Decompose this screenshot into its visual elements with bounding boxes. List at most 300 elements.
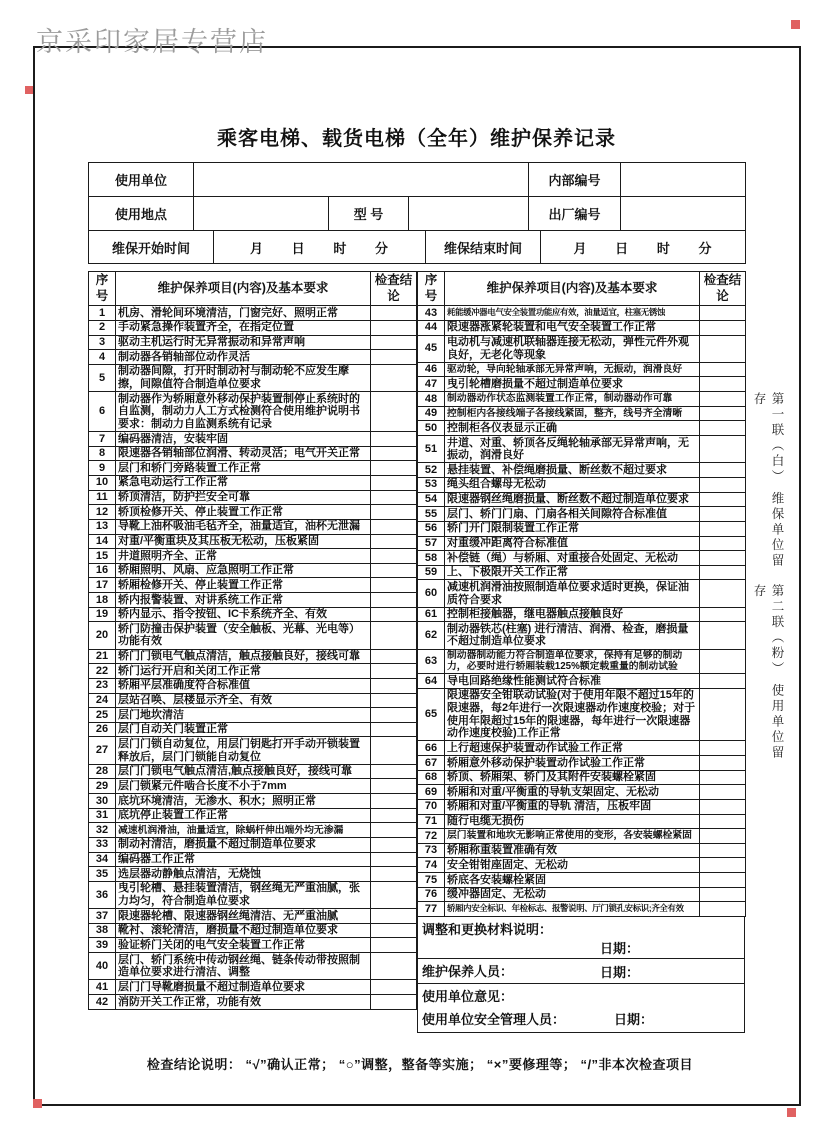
row-item-text: 曳引轮槽磨损量不超过制造单位要求 bbox=[445, 377, 700, 392]
row-item-text: 编码器清洁，安装牢固 bbox=[116, 432, 371, 447]
table-row bbox=[89, 837, 417, 852]
table-row bbox=[418, 580, 746, 607]
check-result-cell bbox=[700, 829, 746, 844]
check-result-cell bbox=[371, 938, 417, 953]
row-item-text: 层门锁紧元件啮合长度不小于7mm bbox=[116, 779, 371, 794]
use-unit-date-label: 日期： bbox=[614, 1011, 654, 1027]
row-number: 53 bbox=[418, 477, 445, 492]
checklist-left-column bbox=[88, 271, 415, 1010]
row-item-text: 手动紧急操作装置齐全，在指定位置 bbox=[116, 320, 371, 335]
row-item-text: 随行电缆无损伤 bbox=[445, 814, 700, 829]
check-result-cell bbox=[371, 909, 417, 924]
table-row bbox=[89, 678, 417, 693]
red-corner-mark bbox=[791, 20, 800, 29]
row-number: 74 bbox=[418, 858, 445, 873]
row-item-text: 轿门防撞击保护装置（安全触板、光幕、光电等）功能有效 bbox=[116, 622, 371, 649]
table-row bbox=[418, 463, 746, 478]
row-number: 36 bbox=[89, 881, 116, 908]
table-row bbox=[418, 674, 746, 689]
check-result-cell bbox=[371, 461, 417, 476]
row-number: 18 bbox=[89, 593, 116, 608]
col-header-no: 序号 bbox=[89, 272, 116, 306]
row-item-text: 轿厢平层准确度符合标准值 bbox=[116, 678, 371, 693]
row-number: 45 bbox=[418, 335, 445, 362]
row-item-text: 轿厢称重装置准确有效 bbox=[445, 843, 700, 858]
copy-note-second: 第二联（粉） 使用单位留存 bbox=[752, 584, 784, 761]
check-result-cell bbox=[371, 364, 417, 391]
table-row bbox=[89, 364, 417, 391]
row-item-text: 层门和轿门旁路装置工作正常 bbox=[116, 461, 371, 476]
table-row bbox=[418, 814, 746, 829]
check-result-cell bbox=[700, 436, 746, 463]
use-unit-label: 使用单位 bbox=[89, 163, 194, 197]
use-unit-opinion-label: 使用单位意见： bbox=[422, 988, 514, 1004]
check-result-cell bbox=[700, 674, 746, 689]
check-result-cell bbox=[700, 492, 746, 507]
row-item-text: 层门门锁电气触点清洁,触点接触良好，接线可靠 bbox=[116, 764, 371, 779]
table-row bbox=[89, 335, 417, 350]
check-result-cell bbox=[700, 688, 746, 741]
table-row bbox=[418, 785, 746, 800]
checklist-header-row bbox=[89, 272, 417, 306]
table-row bbox=[418, 521, 746, 536]
row-item-text: 缓冲器固定、无松动 bbox=[445, 887, 700, 902]
table-row bbox=[89, 664, 417, 679]
row-item-text: 层门门锁自动复位，用层门钥匙打开手动开锁装置释放后，层门门锁能自动复位 bbox=[116, 737, 371, 764]
row-number: 37 bbox=[89, 909, 116, 924]
row-number: 33 bbox=[89, 837, 116, 852]
row-item-text: 验证轿门关闭的电气安全装置工作正常 bbox=[116, 938, 371, 953]
row-item-text: 紧急电动运行工作正常 bbox=[116, 475, 371, 490]
table-row bbox=[89, 953, 417, 980]
check-result-cell bbox=[371, 980, 417, 995]
row-number: 65 bbox=[418, 688, 445, 741]
row-number: 12 bbox=[89, 505, 116, 520]
table-row bbox=[418, 306, 746, 321]
row-number: 75 bbox=[418, 873, 445, 888]
use-unit-value bbox=[194, 163, 529, 197]
row-number: 25 bbox=[89, 708, 116, 723]
row-number: 31 bbox=[89, 808, 116, 823]
factory-no-label: 出厂编号 bbox=[529, 197, 621, 231]
row-item-text: 补偿链（绳）与轿厢、对重接合处固定、无松动 bbox=[445, 551, 700, 566]
use-unit-opinion-block bbox=[417, 983, 745, 1033]
check-result-cell bbox=[700, 565, 746, 580]
row-number: 5 bbox=[89, 364, 116, 391]
table-row bbox=[89, 794, 417, 809]
table-row bbox=[418, 607, 746, 622]
check-result-cell bbox=[371, 593, 417, 608]
table-row bbox=[418, 843, 746, 858]
table-row bbox=[418, 477, 746, 492]
table-row bbox=[418, 392, 746, 407]
row-number: 17 bbox=[89, 578, 116, 593]
table-row bbox=[89, 432, 417, 447]
row-item-text: 驱动主机运行时无异常振动和异常声响 bbox=[116, 335, 371, 350]
row-item-text: 轿内报警装置、对讲系统工作正常 bbox=[116, 593, 371, 608]
table-row bbox=[89, 852, 417, 867]
table-row bbox=[418, 565, 746, 580]
row-item-text: 层门地坎清洁 bbox=[116, 708, 371, 723]
check-result-cell bbox=[700, 392, 746, 407]
row-item-text: 控制柜各仪表显示正确 bbox=[445, 421, 700, 436]
table-row bbox=[89, 446, 417, 461]
row-number: 43 bbox=[418, 306, 445, 321]
row-item-text: 靴衬、滚轮清洁，磨损量不超过制造单位要求 bbox=[116, 923, 371, 938]
check-result-cell bbox=[700, 551, 746, 566]
check-result-cell bbox=[700, 306, 746, 321]
row-number: 71 bbox=[418, 814, 445, 829]
check-result-cell bbox=[371, 432, 417, 447]
row-item-text: 层门门导靴磨损量不超过制造单位要求 bbox=[116, 980, 371, 995]
row-number: 24 bbox=[89, 693, 116, 708]
row-number: 58 bbox=[418, 551, 445, 566]
internal-no-value bbox=[621, 163, 746, 197]
row-number: 77 bbox=[418, 902, 445, 917]
table-row bbox=[89, 881, 417, 908]
row-item-text: 井道照明齐全、正常 bbox=[116, 549, 371, 564]
check-result-cell bbox=[371, 722, 417, 737]
row-item-text: 对重缓冲距离符合标准值 bbox=[445, 536, 700, 551]
checklist-table-left bbox=[88, 271, 417, 1010]
row-number: 19 bbox=[89, 607, 116, 622]
red-corner-mark bbox=[33, 1099, 42, 1108]
table-row bbox=[89, 490, 417, 505]
row-item-text: 限速器各销轴部位润滑、转动灵活；电气开关正常 bbox=[116, 446, 371, 461]
row-item-text: 制动器铁芯(柱塞) 进行清洁、润滑、检查，磨损量不超过制造单位要求 bbox=[445, 622, 700, 649]
info-table-row1 bbox=[88, 162, 746, 197]
row-item-text: 导靴上油杯吸油毛毡齐全，油量适宜，油杯无泄漏 bbox=[116, 519, 371, 534]
info-table-row3 bbox=[88, 230, 746, 264]
row-number: 62 bbox=[418, 622, 445, 649]
row-number: 52 bbox=[418, 463, 445, 478]
row-number: 68 bbox=[418, 770, 445, 785]
row-number: 76 bbox=[418, 887, 445, 902]
row-number: 50 bbox=[418, 421, 445, 436]
check-result-cell bbox=[371, 693, 417, 708]
red-corner-mark bbox=[25, 86, 33, 94]
model-value bbox=[409, 197, 529, 231]
table-row bbox=[89, 534, 417, 549]
table-row bbox=[418, 436, 746, 463]
col-header-result: 检查结论 bbox=[700, 272, 746, 306]
table-row bbox=[89, 779, 417, 794]
row-number: 30 bbox=[89, 794, 116, 809]
check-result-cell bbox=[700, 362, 746, 377]
row-number: 10 bbox=[89, 475, 116, 490]
col-header-result: 检查结论 bbox=[371, 272, 417, 306]
row-number: 23 bbox=[89, 678, 116, 693]
check-result-cell bbox=[371, 350, 417, 365]
row-number: 22 bbox=[89, 664, 116, 679]
check-result-cell bbox=[371, 622, 417, 649]
check-result-cell bbox=[371, 794, 417, 809]
row-number: 44 bbox=[418, 320, 445, 335]
row-number: 42 bbox=[89, 995, 116, 1010]
check-result-cell bbox=[371, 953, 417, 980]
check-result-cell bbox=[700, 536, 746, 551]
check-result-cell bbox=[700, 843, 746, 858]
row-number: 38 bbox=[89, 923, 116, 938]
check-result-legend: 检查结论说明： “√”确认正常； “○”调整，整备等实施； “×”要修理等； “/”非本次检查项目 bbox=[146, 1057, 694, 1072]
check-result-cell bbox=[371, 649, 417, 664]
row-item-text: 限速器钢丝绳磨损量、断丝数不超过制造单位要求 bbox=[445, 492, 700, 507]
check-result-cell bbox=[700, 320, 746, 335]
table-row bbox=[418, 362, 746, 377]
row-number: 8 bbox=[89, 446, 116, 461]
copy-note-first: 第一联（白） 维保单位留存 bbox=[752, 392, 784, 569]
table-row bbox=[89, 722, 417, 737]
row-item-text: 轿门运行开启和关闭工作正常 bbox=[116, 664, 371, 679]
check-result-cell bbox=[700, 463, 746, 478]
check-result-cell bbox=[371, 306, 417, 321]
use-unit-manager-label: 使用单位安全管理人员： bbox=[422, 1011, 566, 1027]
table-row bbox=[89, 708, 417, 723]
check-result-cell bbox=[371, 779, 417, 794]
maint-end-time-units: 月 日 时 分 bbox=[541, 231, 746, 264]
adjust-materials-block bbox=[417, 916, 745, 960]
row-number: 41 bbox=[89, 980, 116, 995]
row-number: 73 bbox=[418, 843, 445, 858]
row-number: 32 bbox=[89, 823, 116, 838]
checklist-table-right bbox=[417, 271, 746, 917]
col-header-item: 维护保养项目(内容)及基本要求 bbox=[116, 272, 371, 306]
table-row bbox=[89, 995, 417, 1010]
check-result-cell bbox=[700, 756, 746, 771]
row-item-text: 制动器各销轴部位动作灵活 bbox=[116, 350, 371, 365]
table-row bbox=[89, 622, 417, 649]
check-result-cell bbox=[371, 519, 417, 534]
row-number: 15 bbox=[89, 549, 116, 564]
shop-watermark: 京采印家居专营店 bbox=[36, 27, 268, 57]
table-row bbox=[89, 593, 417, 608]
row-number: 72 bbox=[418, 829, 445, 844]
table-row bbox=[418, 377, 746, 392]
table-row bbox=[89, 867, 417, 882]
row-item-text: 上、下极限开关工作正常 bbox=[445, 565, 700, 580]
row-number: 1 bbox=[89, 306, 116, 321]
row-number: 55 bbox=[418, 507, 445, 522]
check-result-cell bbox=[371, 808, 417, 823]
row-number: 7 bbox=[89, 432, 116, 447]
row-number: 51 bbox=[418, 436, 445, 463]
red-corner-mark bbox=[787, 1108, 796, 1117]
maint-start-time-units: 月 日 时 分 bbox=[214, 231, 426, 264]
row-number: 35 bbox=[89, 867, 116, 882]
row-number: 28 bbox=[89, 764, 116, 779]
row-item-text: 井道、对重、轿顶各反绳轮轴承部无异常声响，无振动，润滑良好 bbox=[445, 436, 700, 463]
table-row bbox=[89, 923, 417, 938]
table-row bbox=[418, 902, 746, 917]
check-result-cell bbox=[371, 563, 417, 578]
adjust-materials-label: 调整和更换材料说明： bbox=[422, 921, 553, 937]
row-item-text: 轿门门锁电气触点清洁，触点接触良好，接线可靠 bbox=[116, 649, 371, 664]
row-item-text: 轿厢照明、风扇、应急照明工作正常 bbox=[116, 563, 371, 578]
row-item-text: 制动器动作状态监测装置工作正常，制动器动作可靠 bbox=[445, 392, 700, 407]
row-item-text: 曳引轮槽、悬挂装置清洁，钢丝绳无严重油腻，张力均匀，符合制造单位要求 bbox=[116, 881, 371, 908]
check-result-cell bbox=[700, 814, 746, 829]
table-row bbox=[89, 549, 417, 564]
table-row bbox=[89, 909, 417, 924]
table-row bbox=[418, 421, 746, 436]
row-item-text: 机房、滑轮间环境清洁，门窗完好、照明正常 bbox=[116, 306, 371, 321]
row-number: 60 bbox=[418, 580, 445, 607]
use-place-value bbox=[194, 197, 329, 231]
row-item-text: 制动器作为轿厢意外移动保护装置制停止系统时的自监测，制动力人工方式检测符合使用维护说明书要求：制动力自监测系统有记录 bbox=[116, 392, 371, 432]
table-row bbox=[89, 764, 417, 779]
row-item-text: 轿门开门限制装置工作正常 bbox=[445, 521, 700, 536]
table-row bbox=[89, 693, 417, 708]
row-item-text: 绳头组合螺母无松动 bbox=[445, 477, 700, 492]
adjust-date-label: 日期： bbox=[600, 940, 640, 956]
table-row bbox=[89, 938, 417, 953]
check-result-cell bbox=[371, 708, 417, 723]
check-result-cell bbox=[700, 477, 746, 492]
check-result-cell bbox=[371, 607, 417, 622]
check-result-cell bbox=[700, 902, 746, 917]
row-item-text: 对重/平衡重块及其压板无松动，压板紧固 bbox=[116, 534, 371, 549]
row-number: 48 bbox=[418, 392, 445, 407]
row-number: 56 bbox=[418, 521, 445, 536]
col-header-item: 维护保养项目(内容)及基本要求 bbox=[445, 272, 700, 306]
row-number: 47 bbox=[418, 377, 445, 392]
maint-start-label: 维保开始时间 bbox=[89, 231, 214, 264]
table-row bbox=[89, 320, 417, 335]
row-item-text: 电动机与减速机联轴器连接无松动，弹性元件外观良好，无老化等现象 bbox=[445, 335, 700, 362]
table-row bbox=[418, 622, 746, 649]
row-item-text: 轿厢检修开关、停止装置工作正常 bbox=[116, 578, 371, 593]
check-result-cell bbox=[371, 764, 417, 779]
use-place-label: 使用地点 bbox=[89, 197, 194, 231]
row-item-text: 上行超速保护装置动作试验工作正常 bbox=[445, 741, 700, 756]
check-result-cell bbox=[371, 923, 417, 938]
row-item-text: 制动器制动能力符合制造单位要求，保持有足够的制动力，必要时进行轿厢装载125%额定载重量的制动试验 bbox=[445, 649, 700, 674]
check-result-cell bbox=[371, 578, 417, 593]
checklist-header-row bbox=[418, 272, 746, 306]
table-row bbox=[418, 649, 746, 674]
maintainer-label: 维护保养人员： bbox=[422, 964, 514, 980]
check-result-cell bbox=[700, 335, 746, 362]
table-row bbox=[418, 507, 746, 522]
row-number: 13 bbox=[89, 519, 116, 534]
row-number: 21 bbox=[89, 649, 116, 664]
check-result-cell bbox=[700, 406, 746, 421]
row-item-text: 消防开关工作正常，功能有效 bbox=[116, 995, 371, 1010]
check-result-cell bbox=[371, 995, 417, 1010]
check-result-cell bbox=[371, 490, 417, 505]
check-result-cell bbox=[371, 867, 417, 882]
check-result-cell bbox=[700, 873, 746, 888]
maintainer-date-label: 日期： bbox=[600, 965, 640, 981]
check-result-cell bbox=[700, 580, 746, 607]
row-item-text: 减速机润滑油，油量适宜，除蜗杆伸出端外均无渗漏 bbox=[116, 823, 371, 838]
row-number: 16 bbox=[89, 563, 116, 578]
row-number: 57 bbox=[418, 536, 445, 551]
row-item-text: 轿厢意外移动保护装置动作试验工作正常 bbox=[445, 756, 700, 771]
page-title: 乘客电梯、载货电梯（全年）维护保养记录 bbox=[217, 128, 616, 150]
row-item-text: 轿厢和对重/平衡重的导轨 清洁，压板牢固 bbox=[445, 799, 700, 814]
check-result-cell bbox=[371, 475, 417, 490]
row-number: 64 bbox=[418, 674, 445, 689]
check-result-cell bbox=[700, 507, 746, 522]
row-number: 54 bbox=[418, 492, 445, 507]
check-result-cell bbox=[371, 664, 417, 679]
check-result-cell bbox=[700, 622, 746, 649]
row-number: 2 bbox=[89, 320, 116, 335]
row-item-text: 制动衬清洁，磨损量不超过制造单位要求 bbox=[116, 837, 371, 852]
table-row bbox=[89, 505, 417, 520]
check-result-cell bbox=[371, 392, 417, 432]
table-row bbox=[89, 808, 417, 823]
row-number: 69 bbox=[418, 785, 445, 800]
row-number: 49 bbox=[418, 406, 445, 421]
model-label: 型 号 bbox=[329, 197, 409, 231]
row-item-text: 层门自动关门装置正常 bbox=[116, 722, 371, 737]
check-result-cell bbox=[700, 521, 746, 536]
table-row bbox=[89, 563, 417, 578]
row-item-text: 层门、轿门系统中传动钢丝绳、链条传动带按照制造单位要求进行清洁、调整 bbox=[116, 953, 371, 980]
row-number: 27 bbox=[89, 737, 116, 764]
check-result-cell bbox=[700, 607, 746, 622]
table-row bbox=[89, 737, 417, 764]
table-row bbox=[89, 350, 417, 365]
row-number: 63 bbox=[418, 649, 445, 674]
row-item-text: 耗能缓冲器电气安全装置功能应有效，油量适宜，柱塞无锈蚀 bbox=[445, 306, 700, 321]
maintainer-block bbox=[417, 958, 745, 984]
table-row bbox=[89, 823, 417, 838]
col-header-no: 序号 bbox=[418, 272, 445, 306]
check-result-cell bbox=[371, 320, 417, 335]
table-row bbox=[418, 335, 746, 362]
row-item-text: 悬挂装置、补偿绳磨损量、断丝数不超过要求 bbox=[445, 463, 700, 478]
check-result-cell bbox=[700, 887, 746, 902]
row-item-text: 轿底各安装螺栓紧固 bbox=[445, 873, 700, 888]
row-item-text: 制动器间隙，打开时制动衬与制动轮不应发生摩擦，间隙值符合制造单位要求 bbox=[116, 364, 371, 391]
row-item-text: 轿厢内安全标识、年检标志、报警说明、厅门锁孔安标识;齐全有效 bbox=[445, 902, 700, 917]
check-result-cell bbox=[371, 881, 417, 908]
row-number: 59 bbox=[418, 565, 445, 580]
row-number: 11 bbox=[89, 490, 116, 505]
row-item-text: 安全钳钳座固定、无松动 bbox=[445, 858, 700, 873]
table-row bbox=[89, 607, 417, 622]
header-info-section bbox=[88, 162, 745, 264]
check-result-cell bbox=[700, 799, 746, 814]
row-item-text: 层门、轿门门扇、门扇各相关间隙符合标准值 bbox=[445, 507, 700, 522]
table-row bbox=[89, 306, 417, 321]
row-number: 3 bbox=[89, 335, 116, 350]
table-row bbox=[418, 873, 746, 888]
table-row bbox=[89, 392, 417, 432]
row-number: 40 bbox=[89, 953, 116, 980]
table-row bbox=[418, 551, 746, 566]
row-item-text: 选层器动静触点清洁，无烧蚀 bbox=[116, 867, 371, 882]
table-row bbox=[418, 858, 746, 873]
row-item-text: 减速机润滑油按照制造单位要求适时更换，保证油质符合要求 bbox=[445, 580, 700, 607]
table-row bbox=[418, 770, 746, 785]
row-number: 9 bbox=[89, 461, 116, 476]
table-row bbox=[418, 492, 746, 507]
check-result-cell bbox=[371, 505, 417, 520]
check-result-cell bbox=[700, 421, 746, 436]
table-row bbox=[89, 578, 417, 593]
check-result-cell bbox=[371, 852, 417, 867]
row-item-text: 限速器涨紧轮装置和电气安全装置工作正常 bbox=[445, 320, 700, 335]
table-row bbox=[418, 688, 746, 741]
check-result-cell bbox=[371, 823, 417, 838]
row-item-text: 轿内显示、指令按钮、IC卡系统齐全、有效 bbox=[116, 607, 371, 622]
row-number: 67 bbox=[418, 756, 445, 771]
check-result-cell bbox=[700, 785, 746, 800]
